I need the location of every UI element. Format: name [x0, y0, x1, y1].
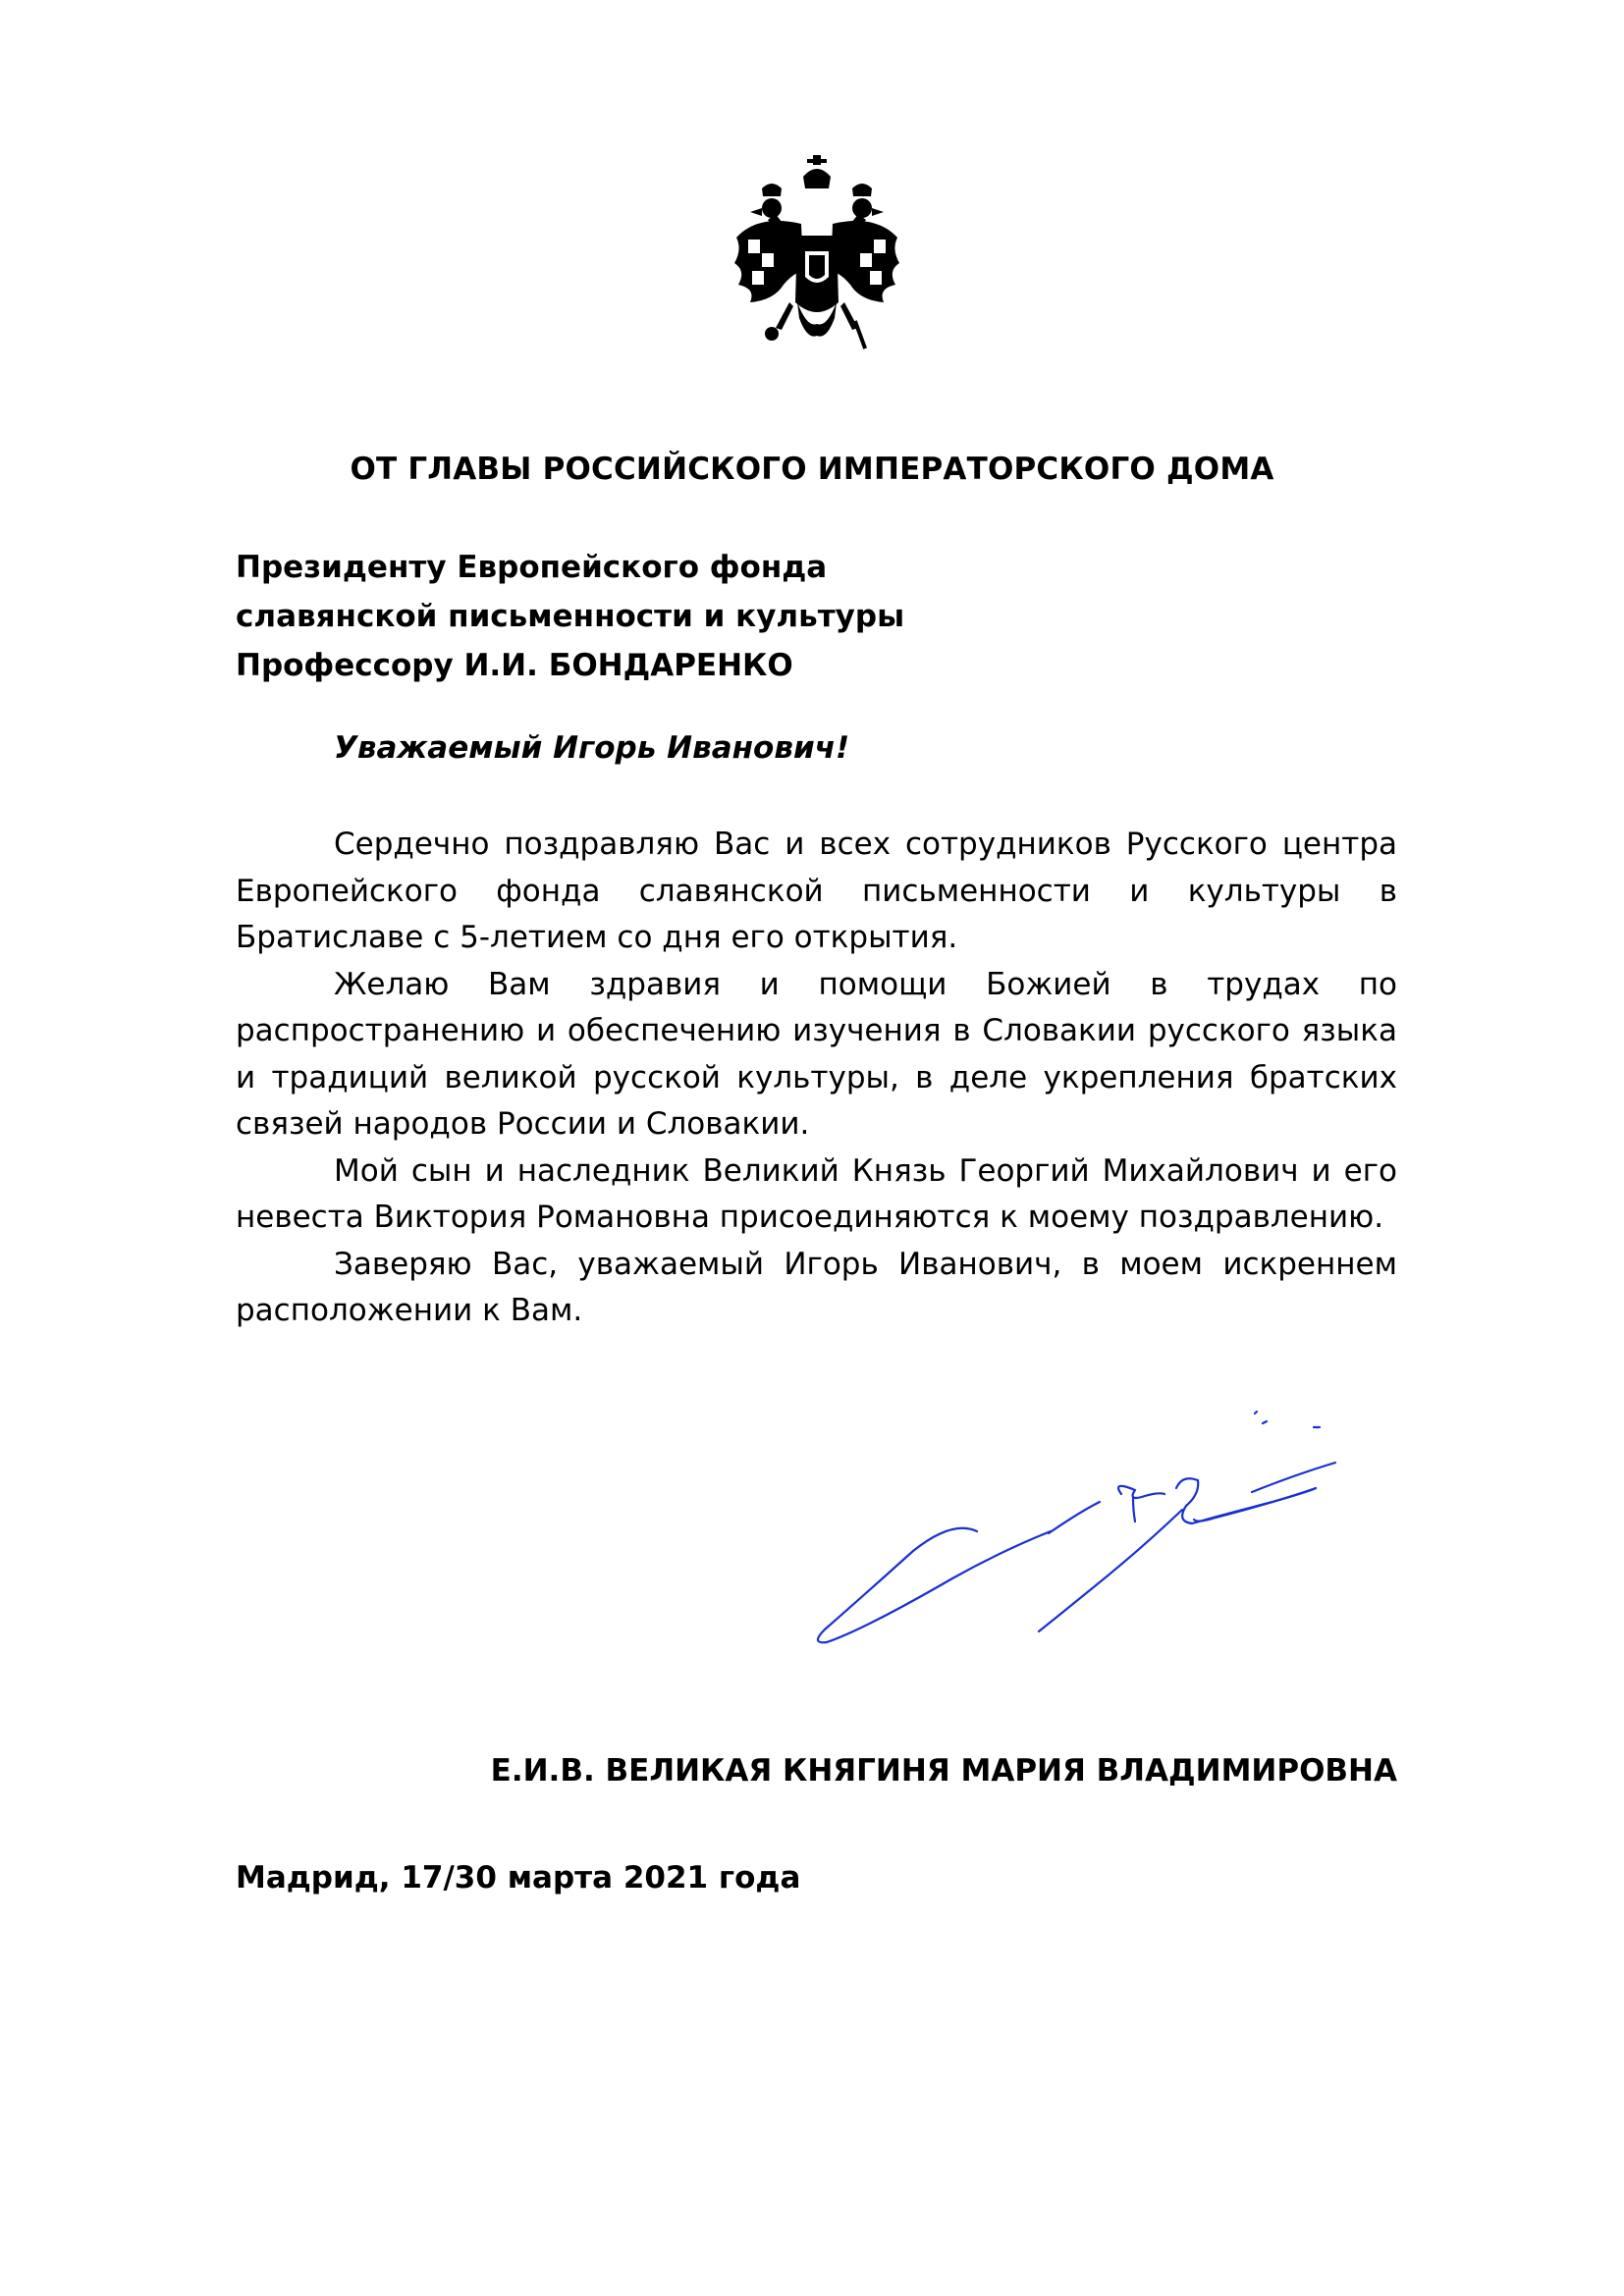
paragraph-2: Желаю Вам здравия и помощи Божией в трудах по распространению и обеспечению изучения в Словакии русского языка и традиций великой русской культуры, в деле укрепления братских связей народов России и Словакии. [236, 966, 1397, 1142]
paragraph-4: Заверяю Вас, уважаемый Игорь Иванович, в моем искреннем расположении к Вам. [236, 1246, 1397, 1328]
paragraph-3: Мой сын и наследник Великий Князь Георгий Михайлович и его невеста Виктория Романовна присоединяются к моему поздравлению. [236, 1152, 1397, 1235]
recipient-line-2: славянской письменности и культуры [236, 599, 905, 634]
recipient-block [236, 543, 904, 690]
document-heading: ОТ ГЛАВЫ РОССИЙСКОГО ИМПЕРАТОРСКОГО ДОМА [350, 452, 1274, 487]
signer-name: Е.И.В. ВЕЛИКАЯ КНЯГИНЯ МАРИЯ ВЛАДИМИРОВНА [490, 1753, 1397, 1789]
double-headed-eagle-icon [729, 155, 905, 351]
place-and-date: Мадрид, 17/30 марта 2021 года [236, 1860, 801, 1896]
paragraph-1: Сердечно поздравляю Вас и всех сотрудников Русского центра Европейского фонда славянской письменности и культуры в Братиславе с 5-летием со дня его открытия. [236, 827, 1397, 955]
letter-body [236, 822, 1397, 1335]
handwritten-signature [805, 1404, 1394, 1659]
greeting: Уважаемый Игорь Иванович! [334, 730, 850, 766]
recipient-line-1: Президенту Европейского фонда [236, 550, 828, 585]
recipient-line-3: Профессору И.И. БОНДАРЕНКО [236, 648, 793, 683]
